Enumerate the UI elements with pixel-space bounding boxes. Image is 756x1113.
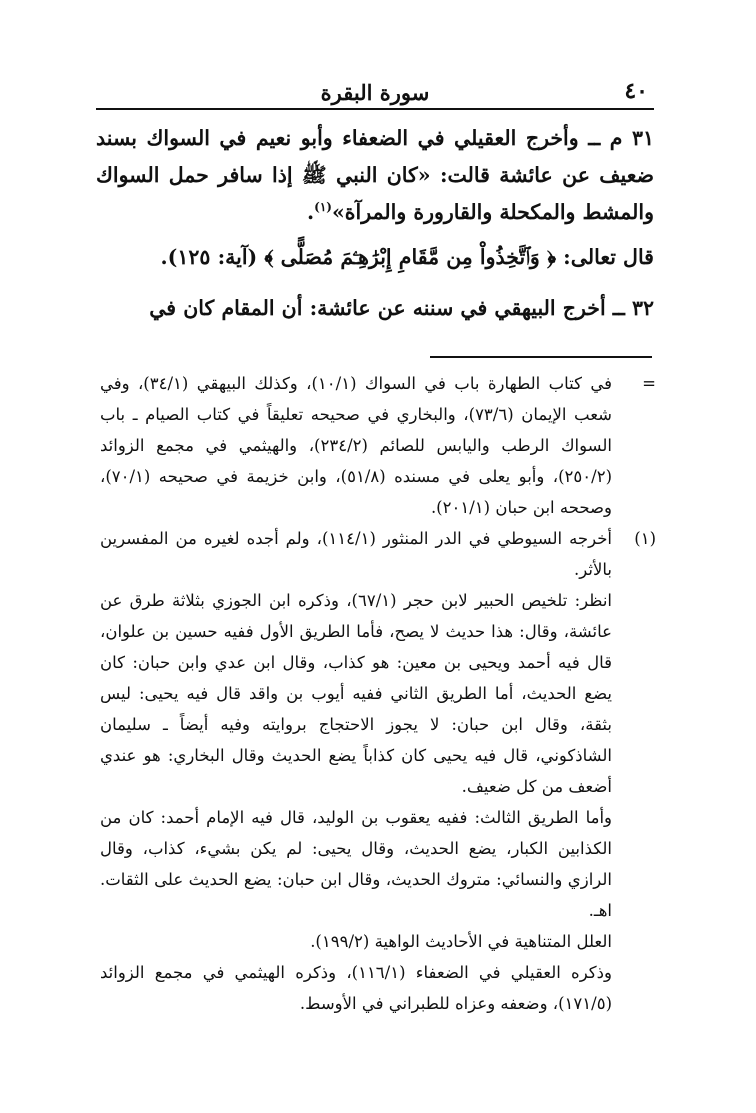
entry-31: [96, 120, 654, 231]
footnote-para-2: وأما الطريق الثالث: ففيه يعقوب بن الوليد، قال فيه الإمام أحمد: كان من الكذابين الكبار، يضع الحديث، وقال يحيى: لم يكن بشيء، كذاب، وقال الرازي والنسائي: متروك الحديث، وقال ابن حبان: يضع الحديث على الثقات. اهـ.: [100, 808, 612, 920]
footnote-1-text: أخرجه السيوطي في الدر المنثور (١١٤/١)، ولم أجده لغيره من المفسرين بالأثر.: [100, 529, 613, 579]
surah-title: سورة البقرة: [320, 80, 430, 105]
footnote-para-4: وذكره العقيلي في الضعفاء (١١٦/١)، وذكره الهيثمي في مجمع الزوائد (١٧١/٥)، وضعفه وعزاه للطبراني في الأوسط.: [100, 963, 612, 1013]
footnote-1-marker: (١): [634, 529, 656, 548]
quran-verse: ﴿ وَٱتَّخِذُواْ مِن مَّقَامِ إِبْرَٰهِـۧمَ مُصَلًّى ﴾: [264, 245, 557, 269]
footnote-separator: [430, 356, 652, 358]
footnote-para-1: انظر: تلخيص الحبير لابن حجر (٦٧/١)، وذكره ابن الجوزي بثلاثة طرق عن عائشة، وقال: هذا حديث لا يصح، فأما الطريق الأول ففيه حسين بن علوان، قال فيه أحمد ويحيى بن معين: هو كذاب، وقال ابن عدي وابن حبان: كان يضع الحديث، أما الطريق الثاني ففيه أيوب بن واقد قال فيه يحيى: ليس بثقة، وقال ابن حبان: لا يجوز الاحتجاج بروايته وفيه أيضاً ـ سليمان الشاذكوني، قال فيه يحيى كان كذاباً يضع الحديث وقال البخاري: هو عندي أضعف من كل ضعيف.: [100, 591, 612, 796]
continuation-text: في كتاب الطهارة باب في السواك (١٠/١)، وكذلك البيهقي (٣٤/١)، وفي شعب الإيمان (٧٣/٦)، والبخاري في صحيحه تعليقاً في كتاب الصيام ـ باب السواك الرطب واليابس للصائم (٢٣٤/٢)، والهيثمي في مجمع الزوائد (٢٥٠/٢)، وأبو يعلى في مسنده (٥١/٨)، وابن خزيمة في صحيحه (٧٠/١)، وصححه ابن حبان (٢٠١/١).: [100, 374, 612, 517]
footnote-ref-1[interactable]: (١): [314, 200, 332, 215]
page-number: ٤٠: [624, 78, 648, 104]
quran-verse-line: [96, 239, 654, 276]
footnotes: [100, 368, 656, 1019]
page-header: [96, 72, 654, 110]
verse-intro: قال تعالى:: [556, 245, 654, 269]
footnote-1-details: [100, 585, 656, 1019]
entry-32: ٣٢ ــ أخرج البيهقي في سننه عن عائشة: أن المقام كان في: [149, 296, 654, 320]
footnote-1: [100, 523, 656, 585]
entry-31-end: .: [307, 200, 315, 224]
entry-31-text: ٣١ م ــ وأخرج العقيلي في الضعفاء وأبو نعيم في السواك بسند ضعيف عن عائشة قالت: «كان النبي ﷺ إذا سافر حمل السواك والمشط والمكحلة والقارورة والمرآة»: [96, 126, 654, 224]
footnote-para-3: العلل المتناهية في الأحاديث الواهية (١٩٩/٢).: [310, 932, 612, 951]
main-text: [96, 120, 654, 335]
footnote-continuation: [100, 368, 656, 523]
continuation-marker: =: [642, 374, 656, 393]
verse-reference: (آية: ١٢٥).: [160, 245, 265, 269]
